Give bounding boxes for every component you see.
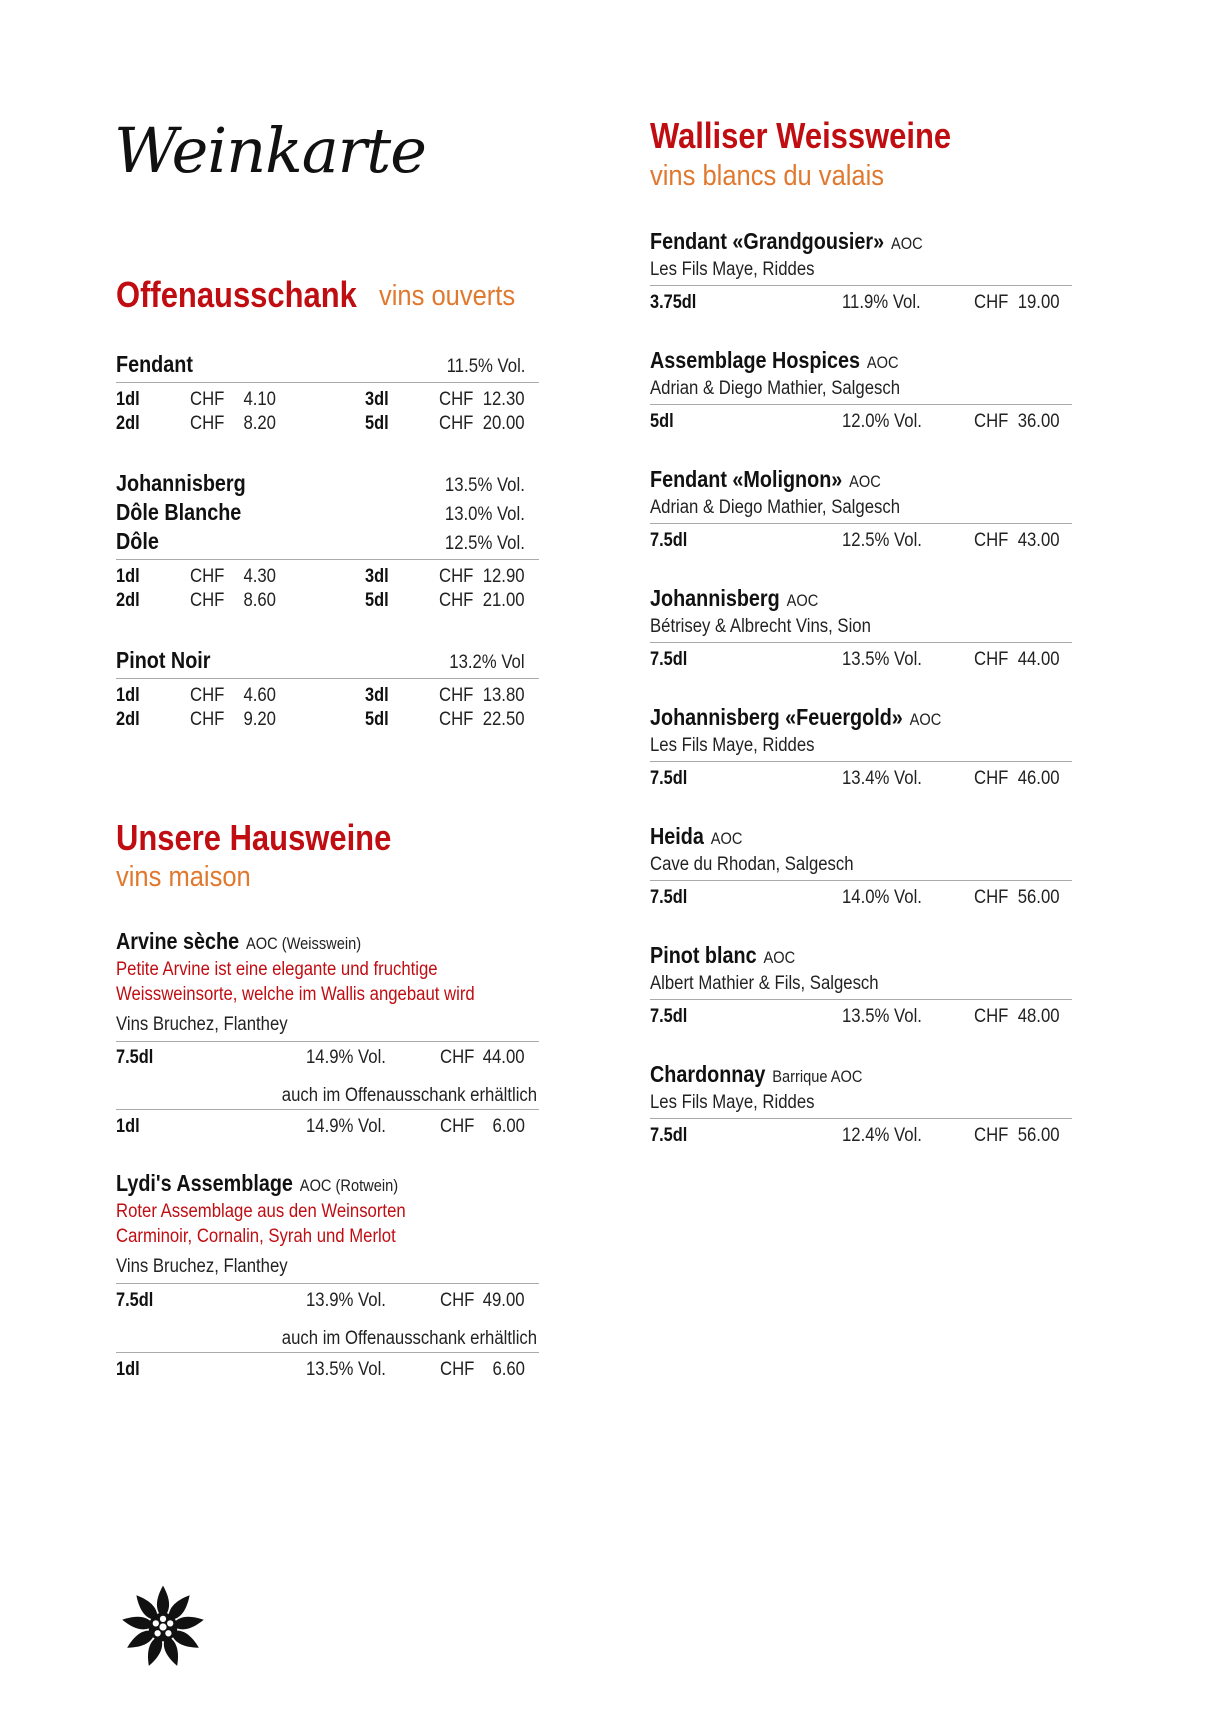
divider <box>116 1041 539 1042</box>
size-label: 5dl <box>365 413 389 434</box>
divider <box>116 559 539 560</box>
currency-label: CHF <box>974 292 1009 313</box>
size-label: 1dl <box>116 685 140 706</box>
wine-vol: 13.2% Vol <box>449 652 525 673</box>
price-value: 56.00 <box>1018 1125 1060 1146</box>
section-subtitle-offenausschank: vins ouverts <box>379 280 516 312</box>
wine-description: Carminoir, Cornalin, Syrah und Merlot <box>116 1226 396 1247</box>
wine-name-text: Assemblage Hospices <box>650 347 860 373</box>
wine-name: Fendant <box>116 351 193 377</box>
availability-note: auch im Offenausschank erhältlich <box>281 1328 537 1349</box>
wine-name-text: Chardonnay <box>650 1061 766 1087</box>
producer: Vins Bruchez, Flanthey <box>116 1014 288 1035</box>
size-label: 5dl <box>365 590 389 611</box>
producer: Les Fils Maye, Riddes <box>650 1092 815 1113</box>
size-label: 3dl <box>365 685 389 706</box>
price-value: 19.00 <box>1018 292 1060 313</box>
currency-label: CHF <box>974 530 1009 551</box>
price-value: 44.00 <box>1018 649 1060 670</box>
size-label: 7.5dl <box>650 649 688 670</box>
wine-vol: 13.5% Vol. <box>445 475 525 496</box>
divider <box>650 523 1072 524</box>
wine-description: Roter Assemblage aus den Weinsorten <box>116 1201 406 1222</box>
vol-value: 14.9% Vol. <box>306 1116 386 1137</box>
wine-name <box>650 1063 862 1086</box>
vol-value: 14.0% Vol. <box>842 887 922 908</box>
price-value: 6.00 <box>492 1116 525 1137</box>
price-value: 21.00 <box>483 590 525 611</box>
price-value: 4.10 <box>243 389 276 410</box>
wine-name-text: Fendant «Molignon» <box>650 466 843 492</box>
wine-name <box>650 468 881 491</box>
aoc-label: Barrique AOC <box>772 1067 863 1086</box>
section-subtitle-hausweine: vins maison <box>116 861 251 893</box>
wine-name-text: Arvine sèche <box>116 928 240 954</box>
divider <box>650 880 1072 881</box>
section-title-offenausschank: Offenausschank <box>116 274 357 315</box>
currency-label: CHF <box>974 887 1009 908</box>
divider <box>650 1118 1072 1119</box>
size-label: 3dl <box>365 389 389 410</box>
price-value: 56.00 <box>1018 887 1060 908</box>
wine-name-text: Heida <box>650 823 704 849</box>
size-label: 1dl <box>116 1116 140 1137</box>
wine-name <box>650 825 742 848</box>
wine-vol: 11.5% Vol. <box>446 356 525 377</box>
price-value: 8.60 <box>243 590 276 611</box>
price-value: 9.20 <box>243 709 276 730</box>
price-value: 44.00 <box>483 1047 525 1068</box>
price-value: 6.60 <box>492 1359 525 1380</box>
wine-name <box>116 930 361 953</box>
divider <box>116 1109 539 1110</box>
size-label: 7.5dl <box>650 1006 688 1027</box>
currency-label: CHF <box>190 709 225 730</box>
price-value: 22.50 <box>483 709 525 730</box>
page-title: Weinkarte <box>114 114 426 187</box>
wine-name <box>650 230 923 253</box>
currency-label: CHF <box>439 389 474 410</box>
divider <box>650 999 1072 1000</box>
wine-name <box>650 944 795 967</box>
currency-label: CHF <box>974 649 1009 670</box>
size-label: 2dl <box>116 709 140 730</box>
size-label: 7.5dl <box>116 1290 154 1311</box>
producer: Les Fils Maye, Riddes <box>650 735 815 756</box>
currency-label: CHF <box>440 1047 475 1068</box>
price-value: 43.00 <box>1018 530 1060 551</box>
currency-label: CHF <box>439 566 474 587</box>
aoc-label: AOC <box>710 829 743 848</box>
price-value: 20.00 <box>483 413 525 434</box>
price-value: 48.00 <box>1018 1006 1060 1027</box>
vol-value: 12.4% Vol. <box>842 1125 922 1146</box>
wine-vol: 12.5% Vol. <box>445 533 525 554</box>
divider <box>650 642 1072 643</box>
vol-value: 13.9% Vol. <box>306 1290 386 1311</box>
wine-name-text: Lydi's Assemblage <box>116 1170 293 1196</box>
section-title-hausweine: Unsere Hausweine <box>116 817 392 858</box>
size-label: 1dl <box>116 566 140 587</box>
vol-value: 13.5% Vol. <box>306 1359 386 1380</box>
currency-label: CHF <box>190 389 225 410</box>
currency-label: CHF <box>439 709 474 730</box>
section-subtitle-weissweine: vins blancs du valais <box>650 160 885 192</box>
size-label: 2dl <box>116 413 140 434</box>
currency-label: CHF <box>439 685 474 706</box>
size-label: 3.75dl <box>650 292 697 313</box>
divider <box>116 1283 539 1284</box>
edelweiss-icon <box>118 1582 208 1672</box>
producer: Adrian & Diego Mathier, Salgesch <box>650 378 901 399</box>
producer: Les Fils Maye, Riddes <box>650 259 815 280</box>
vol-value: 12.0% Vol. <box>842 411 922 432</box>
wine-name: Pinot Noir <box>116 647 211 673</box>
currency-label: CHF <box>440 1116 475 1137</box>
aoc-label: AOC <box>763 948 796 967</box>
currency-label: CHF <box>190 413 225 434</box>
price-value: 12.30 <box>483 389 525 410</box>
size-label: 1dl <box>116 389 140 410</box>
price-value: 4.60 <box>243 685 276 706</box>
producer: Vins Bruchez, Flanthey <box>116 1256 288 1277</box>
aoc-label: AOC (Weisswein) <box>246 934 362 953</box>
price-value: 13.80 <box>483 685 525 706</box>
size-label: 3dl <box>365 566 389 587</box>
vol-value: 13.4% Vol. <box>842 768 922 789</box>
wine-name: Johannisberg <box>116 470 246 496</box>
section-title-weissweine: Walliser Weissweine <box>650 115 952 156</box>
wine-name-text: Johannisberg «Feuergold» <box>650 704 903 730</box>
wine-name-text: Johannisberg <box>650 585 780 611</box>
vol-value: 13.5% Vol. <box>842 649 922 670</box>
wine-name-text: Pinot blanc <box>650 942 757 968</box>
wine-name <box>650 349 899 372</box>
currency-label: CHF <box>190 590 225 611</box>
price-value: 12.90 <box>483 566 525 587</box>
divider <box>650 761 1072 762</box>
size-label: 7.5dl <box>116 1047 154 1068</box>
wine-name: Dôle Blanche <box>116 499 242 525</box>
producer: Adrian & Diego Mathier, Salgesch <box>650 497 901 518</box>
price-value: 4.30 <box>243 566 276 587</box>
vol-value: 11.9% Vol. <box>842 292 921 313</box>
aoc-label: AOC (Rotwein) <box>299 1176 399 1195</box>
size-label: 7.5dl <box>650 1125 688 1146</box>
divider <box>650 285 1072 286</box>
size-label: 1dl <box>116 1359 140 1380</box>
wine-vol: 13.0% Vol. <box>445 504 525 525</box>
wine-name <box>116 1172 398 1195</box>
price-value: 46.00 <box>1018 768 1060 789</box>
wine-description: Weissweinsorte, welche im Wallis angebaut wird <box>116 984 475 1005</box>
currency-label: CHF <box>439 590 474 611</box>
wine-name <box>650 587 818 610</box>
vol-value: 13.5% Vol. <box>842 1006 922 1027</box>
wine-name: Dôle <box>116 528 159 554</box>
producer: Bétrisey & Albrecht Vins, Sion <box>650 616 871 637</box>
size-label: 2dl <box>116 590 140 611</box>
wine-name-text: Fendant «Grandgousier» <box>650 228 885 254</box>
size-label: 5dl <box>650 411 674 432</box>
aoc-label: AOC <box>890 234 923 253</box>
currency-label: CHF <box>440 1359 475 1380</box>
aoc-label: AOC <box>786 591 819 610</box>
divider <box>116 678 539 679</box>
producer: Cave du Rhodan, Salgesch <box>650 854 854 875</box>
divider <box>116 1352 539 1353</box>
currency-label: CHF <box>974 1006 1009 1027</box>
currency-label: CHF <box>439 413 474 434</box>
price-value: 36.00 <box>1018 411 1060 432</box>
size-label: 7.5dl <box>650 768 688 789</box>
availability-note: auch im Offenausschank erhältlich <box>281 1085 537 1106</box>
currency-label: CHF <box>440 1290 475 1311</box>
aoc-label: AOC <box>849 472 881 491</box>
price-value: 49.00 <box>483 1290 525 1311</box>
vol-value: 14.9% Vol. <box>306 1047 386 1068</box>
producer: Albert Mathier & Fils, Salgesch <box>650 973 879 994</box>
divider <box>650 404 1072 405</box>
price-value: 8.20 <box>243 413 276 434</box>
currency-label: CHF <box>190 566 225 587</box>
wine-name <box>650 706 941 729</box>
currency-label: CHF <box>974 1125 1009 1146</box>
aoc-label: AOC <box>909 710 942 729</box>
currency-label: CHF <box>190 685 225 706</box>
size-label: 7.5dl <box>650 530 688 551</box>
size-label: 5dl <box>365 709 389 730</box>
aoc-label: AOC <box>866 353 899 372</box>
wine-description: Petite Arvine ist eine elegante und fruchtige <box>116 959 438 980</box>
divider <box>116 382 539 383</box>
currency-label: CHF <box>974 411 1009 432</box>
vol-value: 12.5% Vol. <box>842 530 922 551</box>
currency-label: CHF <box>974 768 1009 789</box>
size-label: 7.5dl <box>650 887 688 908</box>
